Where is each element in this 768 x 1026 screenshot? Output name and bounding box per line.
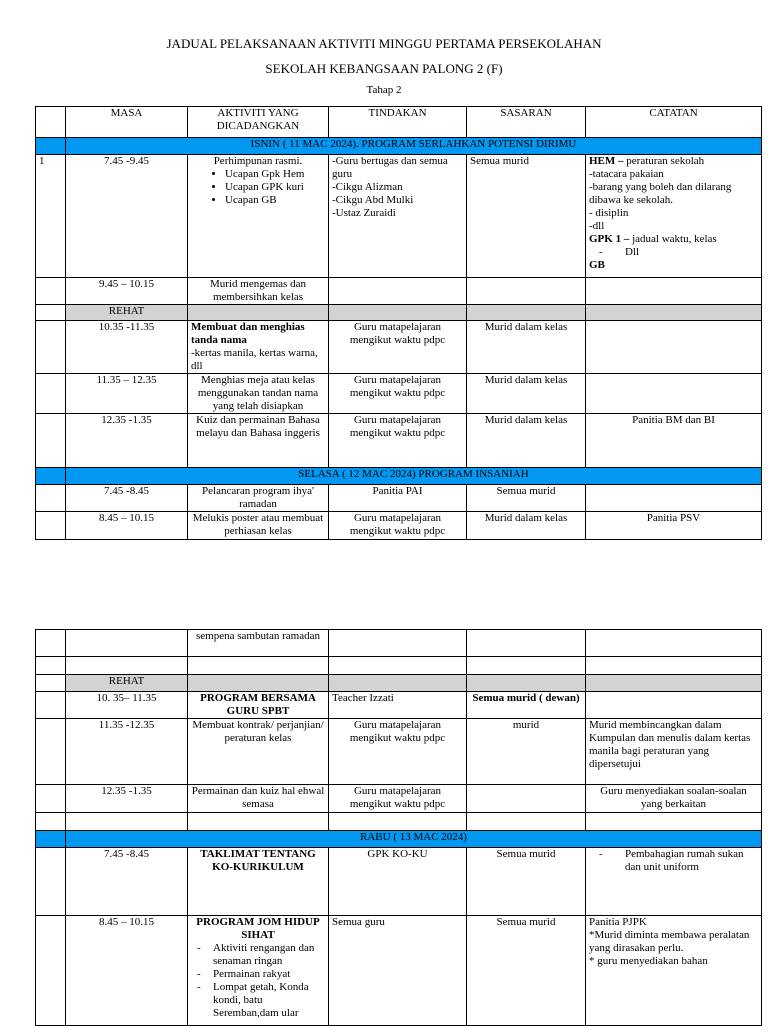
gpk-text: jadual waktu, kelas <box>629 233 717 245</box>
sasaran-cell: Murid dalam kelas <box>467 414 586 468</box>
sasaran-cell: Murid dalam kelas <box>467 321 586 374</box>
aktiviti-cell: Kuiz dan permainan Bahasa melayu dan Bahasa inggeris <box>188 414 329 468</box>
catatan-cell: Guru menyediakan soalan-soalan yang berkaitan <box>586 785 762 813</box>
col-masa: MASA <box>66 107 188 138</box>
sasaran-cell: Semua murid ( dewan) <box>467 692 586 719</box>
tindakan-cell <box>329 155 467 278</box>
masa-cell: 7.45 -8.45 <box>66 848 188 916</box>
day-label: ISNIN ( 11 MAC 2024). PROGRAM SERLAHKAN POTENSI DIRIMU <box>66 138 762 155</box>
aktiviti-cell: Murid mengemas dan membersihkan kelas <box>188 278 329 305</box>
table-row <box>36 321 762 374</box>
catatan-line: - disiplin <box>589 207 629 219</box>
tindakan-line: -Ustaz Zuraidi <box>332 207 396 219</box>
aktiviti-cell <box>188 916 329 1026</box>
table-row <box>36 785 762 813</box>
table-row <box>36 630 762 657</box>
rehat-label: REHAT <box>66 305 188 321</box>
masa-cell: 10.35 -11.35 <box>66 321 188 374</box>
catatan-cell <box>586 155 762 278</box>
tindakan-cell: Guru matapelajaran mengikut waktu pdpc <box>329 785 467 813</box>
table-row <box>36 374 762 414</box>
sasaran-cell: Semua murid <box>467 848 586 916</box>
gb-label: GB <box>589 259 605 271</box>
masa-cell: 10. 35– 11.35 <box>66 692 188 719</box>
rehat-row <box>36 305 762 321</box>
catatan-cell <box>586 848 762 916</box>
table-row <box>36 719 762 785</box>
aktiviti-cell: Membuat kontrak/ perjanjian/ peraturan kelas <box>188 719 329 785</box>
aktiviti-cell: TAKLIMAT TENTANG KO-KURIKULUM <box>188 848 329 916</box>
hem-label: HEM – <box>589 155 624 167</box>
aktiviti-cell: Pelancaran program ihya' ramadan <box>188 485 329 512</box>
col-tindakan: TINDAKAN <box>329 107 467 138</box>
sasaran-cell: murid <box>467 719 586 785</box>
masa-cell: 7.45 -8.45 <box>66 485 188 512</box>
aktiviti-cell: PROGRAM BERSAMA GURU SPBT <box>188 692 329 719</box>
list-item: • Ucapan Gpk Hem <box>225 168 325 181</box>
tindakan-cell: GPK KO-KU <box>329 848 467 916</box>
catatan-line: *Murid diminta membawa peralatan yang dirasakan perlu. <box>589 929 750 954</box>
catatan-line: Panitia PJPK <box>589 916 647 928</box>
sasaran-cell: Semua murid <box>467 916 586 1026</box>
masa-cell: 7.45 -9.45 <box>66 155 188 278</box>
masa-cell: 8.45 – 10.15 <box>66 512 188 540</box>
gpk-label: GPK 1 – <box>589 233 630 245</box>
masa-cell: 9.45 – 10.15 <box>66 278 188 305</box>
list-item: - Lompat getah, Konda kondi, batu Seremban,dam ular <box>213 981 325 1020</box>
day-row-selasa <box>36 468 762 485</box>
schedule-table-1 <box>35 106 762 540</box>
sasaran-cell: Murid dalam kelas <box>467 374 586 414</box>
catatan-line: - Pembahagian rumah sukan dan unit uniform <box>589 848 758 874</box>
day-label: RABU ( 13 MAC 2024) <box>66 831 762 848</box>
list-item: - Aktiviti rengangan dan senaman ringan <box>213 942 325 968</box>
aktiviti-cell: Permainan dan kuiz hal ehwal semasa <box>188 785 329 813</box>
tahap-label: Tahap 2 <box>366 84 402 96</box>
aktiviti-cell: sempena sambutan ramadan <box>188 630 329 657</box>
tindakan-line: -Cikgu Alizman <box>332 181 403 193</box>
day-row-rabu <box>36 831 762 848</box>
day-label: SELASA ( 12 MAC 2024) PROGRAM INSANIAH <box>66 468 762 485</box>
table-row <box>36 848 762 916</box>
masa-cell: 11.35 -12.35 <box>66 719 188 785</box>
catatan-cell: Panitia PSV <box>586 512 762 540</box>
aktiviti-cell: Melukis poster atau membuat perhiasan kelas <box>188 512 329 540</box>
aktiviti-text: Perhimpunan rasmi. <box>213 155 303 167</box>
catatan-cell: Panitia BM dan BI <box>586 414 762 468</box>
tindakan-cell: Guru matapelajaran mengikut waktu pdpc <box>329 321 467 374</box>
table-row <box>36 278 762 305</box>
table-row <box>36 916 762 1026</box>
hem-text: peraturan sekolah <box>623 155 705 167</box>
sasaran-cell: Semua murid <box>467 485 586 512</box>
catatan-line: -dll <box>589 220 605 232</box>
masa-cell: 12.35 -1.35 <box>66 414 188 468</box>
row-number: 1 <box>36 155 66 278</box>
aktiviti-cell: Menghias meja atau kelas menggunakan tandan nama yang telah disiapkan <box>188 374 329 414</box>
col-aktiviti: AKTIVITI YANG DICADANGKAN <box>188 107 329 138</box>
tindakan-cell: Guru matapelajaran mengikut waktu pdpc <box>329 719 467 785</box>
tindakan-cell: Teacher Izzati <box>329 692 467 719</box>
rehat-label: REHAT <box>66 675 188 692</box>
table-row <box>36 512 762 540</box>
tindakan-cell: Guru matapelajaran mengikut waktu pdpc <box>329 512 467 540</box>
masa-cell: 12.35 -1.35 <box>66 785 188 813</box>
tindakan-cell: Semua guru <box>329 916 467 1026</box>
aktiviti-title: PROGRAM JOM HIDUP SIHAT <box>196 916 320 941</box>
aktiviti-title: Membuat dan menghias tanda nama <box>191 321 305 346</box>
tindakan-cell: Panitia PAI <box>329 485 467 512</box>
aktiviti-cell <box>188 155 329 278</box>
aktiviti-cell <box>188 321 329 374</box>
day-row-isnin <box>36 138 762 155</box>
sasaran-cell: Semua murid <box>467 155 586 278</box>
aktiviti-text: -kertas manila, kertas warna, dll <box>191 347 318 372</box>
school-name: SEKOLAH KEBANGSAAN PALONG 2 (F) <box>265 61 503 76</box>
list-item: • Ucapan GB <box>225 194 325 207</box>
col-sasaran: SASARAN <box>467 107 586 138</box>
catatan-line: * guru menyediakan bahan <box>589 955 708 967</box>
sasaran-cell: Murid dalam kelas <box>467 512 586 540</box>
table-row <box>36 485 762 512</box>
catatan-line: -barang yang boleh dan dilarang dibawa ke sekolah. <box>589 181 732 206</box>
catatan-cell <box>586 916 762 1026</box>
masa-cell: 8.45 – 10.15 <box>66 916 188 1026</box>
catatan-cell: Murid membincangkan dalam Kumpulan dan menulis dalam kertas manila bagi peraturan yang dipersetujui <box>586 719 762 785</box>
rehat-row <box>36 675 762 692</box>
table-row <box>36 155 762 278</box>
tindakan-cell: Guru matapelajaran mengikut waktu pdpc <box>329 374 467 414</box>
document-title: JADUAL PELAKSANAAN AKTIVITI MINGGU PERTAMA PERSEKOLAHAN <box>166 36 602 51</box>
tindakan-line: -Cikgu Abd Mulki <box>332 194 414 206</box>
list-item: • Ucapan GPK kuri <box>225 181 325 194</box>
list-item: - Permainan rakyat <box>213 968 325 981</box>
table-row <box>36 657 762 675</box>
tindakan-cell: Guru matapelajaran mengikut waktu pdpc <box>329 414 467 468</box>
schedule-table-2 <box>35 629 762 1026</box>
masa-cell: 11.35 – 12.35 <box>66 374 188 414</box>
header-row <box>36 107 762 138</box>
catatan-line: -tatacara pakaian <box>589 168 664 180</box>
catatan-dll: - Dll <box>589 246 758 259</box>
table-row <box>36 813 762 831</box>
table-row <box>36 692 762 719</box>
col-catatan: CATATAN <box>586 107 762 138</box>
tindakan-line: -Guru bertugas dan semua guru <box>332 155 448 180</box>
table-row <box>36 414 762 468</box>
